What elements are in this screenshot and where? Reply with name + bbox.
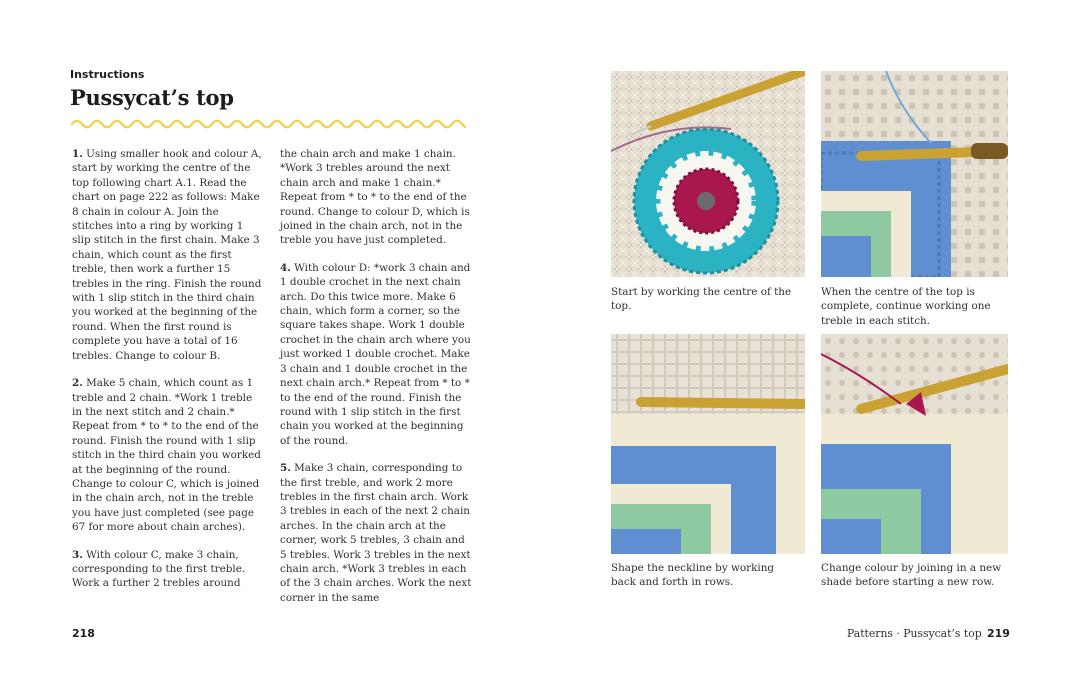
page-number-right: 219: [987, 627, 1010, 640]
step-1: 1. Using smaller hook and colour A, start by working the centre of the top following chart A.1. Read the chart on page 222 as follows: Make 8 chain in colour A. Join the stitches into a ring by working 1 slip stitch in the first chain. Make 3 chain, which count as the first treble, then work a further 15 trebles in the ring. Finish the round with 1 slip stitch in the third chain you worked at the beginning of the round. When the first round is complete you have a total of 16 trebles. Change to colour B.: [72, 148, 262, 362]
page-number-left: 218: [72, 627, 95, 640]
photo-crochet-square-corner: [821, 71, 1008, 277]
step-4: 4. With colour D: *work 3 chain and 1 double crochet in the next chain arch. Do this twice more. Make 6 chain, which form a corner, so the square takes shape. Work 1 double crochet in the chain arch where you just worked 1 double crochet. Make 3 chain and 1 double crochet in the next chain arch.* Repeat from * to * to the end of the round. Finish the round with 1 slip stitch in the first chain you worked at the beginning of the round.: [280, 261, 471, 447]
page-title: Pussycat’s top: [70, 85, 234, 110]
photo-crochet-neckline: [611, 334, 805, 554]
photo-crochet-colour-change: [821, 334, 1008, 554]
running-head: Patterns · Pussycat’s top: [847, 627, 982, 640]
wavy-divider: [70, 118, 466, 130]
photo-caption-1: Start by working the centre of the top.: [611, 286, 792, 313]
section-eyebrow: Instructions: [70, 68, 145, 81]
step-2: 2. Make 5 chain, which count as 1 treble and 2 chain. *Work 1 treble in the next stitch and 2 chain.* Repeat from * to * to the end of the round. Finish the round with 1 slip stitch in the third chain you worked at the beginning of the round. Change to colour C, which is joined in the chain arch, not in the treble you have just completed (see page 67 for more about chain arches).: [72, 377, 261, 534]
step-3: 3. With colour C, make 3 chain, corresponding to the first treble. Work a further 2 trebles around: [72, 548, 246, 590]
step-5: 5. Make 3 chain, corresponding to the first treble, and work 2 more trebles in the first chain arch. Work 3 trebles in each of the next 2 chain arches. In the chain arch at the corner, work 5 trebles, 3 chain and 5 trebles. Work 3 trebles in the next chain arch. *Work 3 trebles in each of the 3 chain arches. Work the next corner in the same: [280, 462, 472, 604]
photo-caption-4: Change colour by joining in a new shade before starting a new row.: [821, 562, 1002, 589]
instructions-column-1: [72, 147, 262, 604]
photo-caption-2: When the centre of the top is complete, continue working one treble in each stitch.: [821, 286, 991, 327]
photo-caption-3: Shape the neckline by working back and forth in rows.: [611, 562, 775, 589]
step-3-continued: the chain arch and make 1 chain. *Work 3 trebles around the next chain arch and make 1 chain.* Repeat from * to * to the end of the round. Change to colour D, which is joined in the chain arch, not in the treble you have just completed.: [280, 148, 470, 247]
photo-crochet-centre: [611, 71, 805, 277]
instructions-column-2: [280, 147, 472, 618]
